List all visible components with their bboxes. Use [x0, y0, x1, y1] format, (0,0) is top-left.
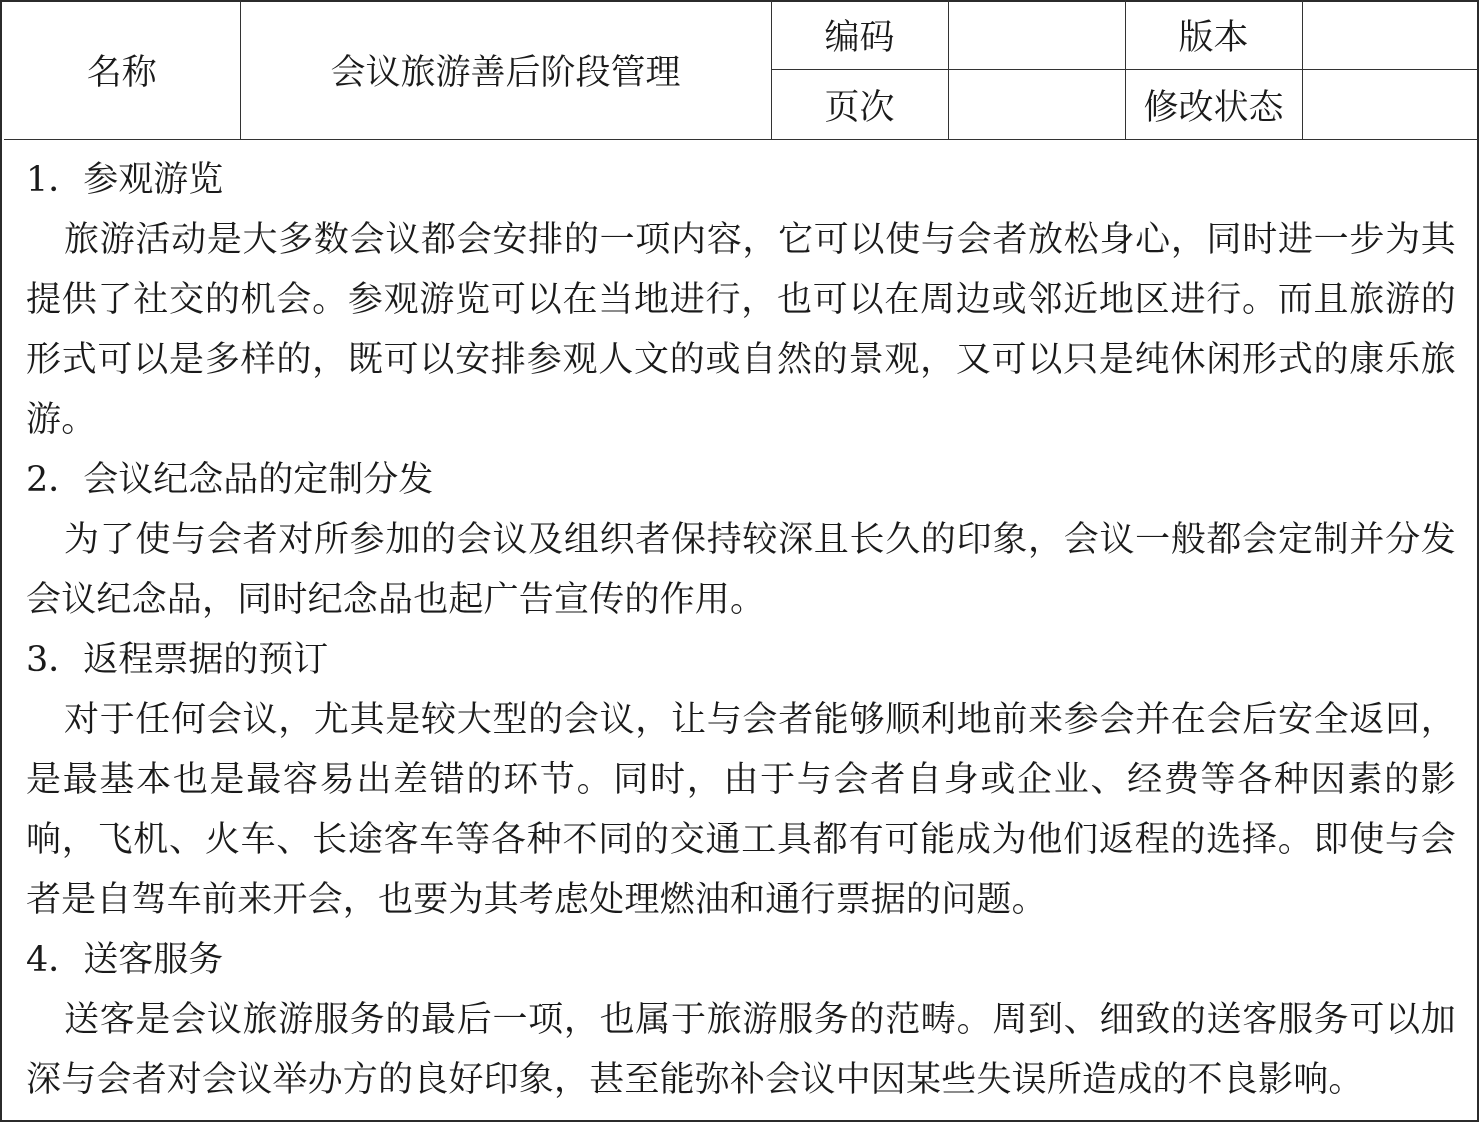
section-paragraph: 对于任何会议，尤其是较大型的会议，让与会者能够顺利地前来参会并在会后安全返回，是最基本也是最容易出差错的环节。同时，由于与会者自身或企业、经费等各种因素的影响，飞机、火车、长途客车等各种不同的交通工具都有可能成为他们返程的选择。即使与会者是自驾车前来开会，也要为其考虑处理燃油和通行票据的问题。: [26, 700, 1456, 920]
section-return-tickets: [26, 630, 1456, 930]
document-body: [26, 150, 1456, 1110]
document-header-table: [4, 0, 1479, 140]
page-label: 页次: [771, 70, 948, 140]
page-value: [948, 70, 1125, 140]
section-farewell-service: [26, 930, 1456, 1110]
revision-value: [1302, 70, 1479, 140]
revision-label: 修改状态: [1125, 70, 1302, 140]
code-value: [948, 0, 1125, 70]
section-heading: 4．送客服务: [26, 940, 224, 980]
section-souvenirs: [26, 450, 1456, 630]
document-title: 会议旅游善后阶段管理: [240, 0, 771, 140]
section-paragraph: 送客是会议旅游服务的最后一项，也属于旅游服务的范畴。周到、细致的送客服务可以加深与会者对会议举办方的良好印象，甚至能弥补会议中因某些失误所造成的不良影响。: [26, 1000, 1456, 1100]
section-paragraph: 旅游活动是大多数会议都会安排的一项内容，它可以使与会者放松身心，同时进一步为其提供了社交的机会。参观游览可以在当地进行，也可以在周边或邻近地区进行。而且旅游的形式可以是多样的，既可以安排参观人文的或自然的景观，又可以只是纯休闲形式的康乐旅游。: [26, 220, 1456, 440]
section-sightseeing: [26, 150, 1456, 450]
section-paragraph: 为了使与会者对所参加的会议及组织者保持较深且长久的印象，会议一般都会定制并分发会议纪念品，同时纪念品也起广告宣传的作用。: [26, 520, 1456, 620]
name-label: 名称: [4, 0, 240, 140]
section-heading: 3．返程票据的预订: [26, 640, 329, 680]
code-label: 编码: [771, 0, 948, 70]
section-heading: 2．会议纪念品的定制分发: [26, 460, 434, 500]
version-value: [1302, 0, 1479, 70]
section-heading: 1．参观游览: [26, 160, 224, 200]
version-label: 版本: [1125, 0, 1302, 70]
